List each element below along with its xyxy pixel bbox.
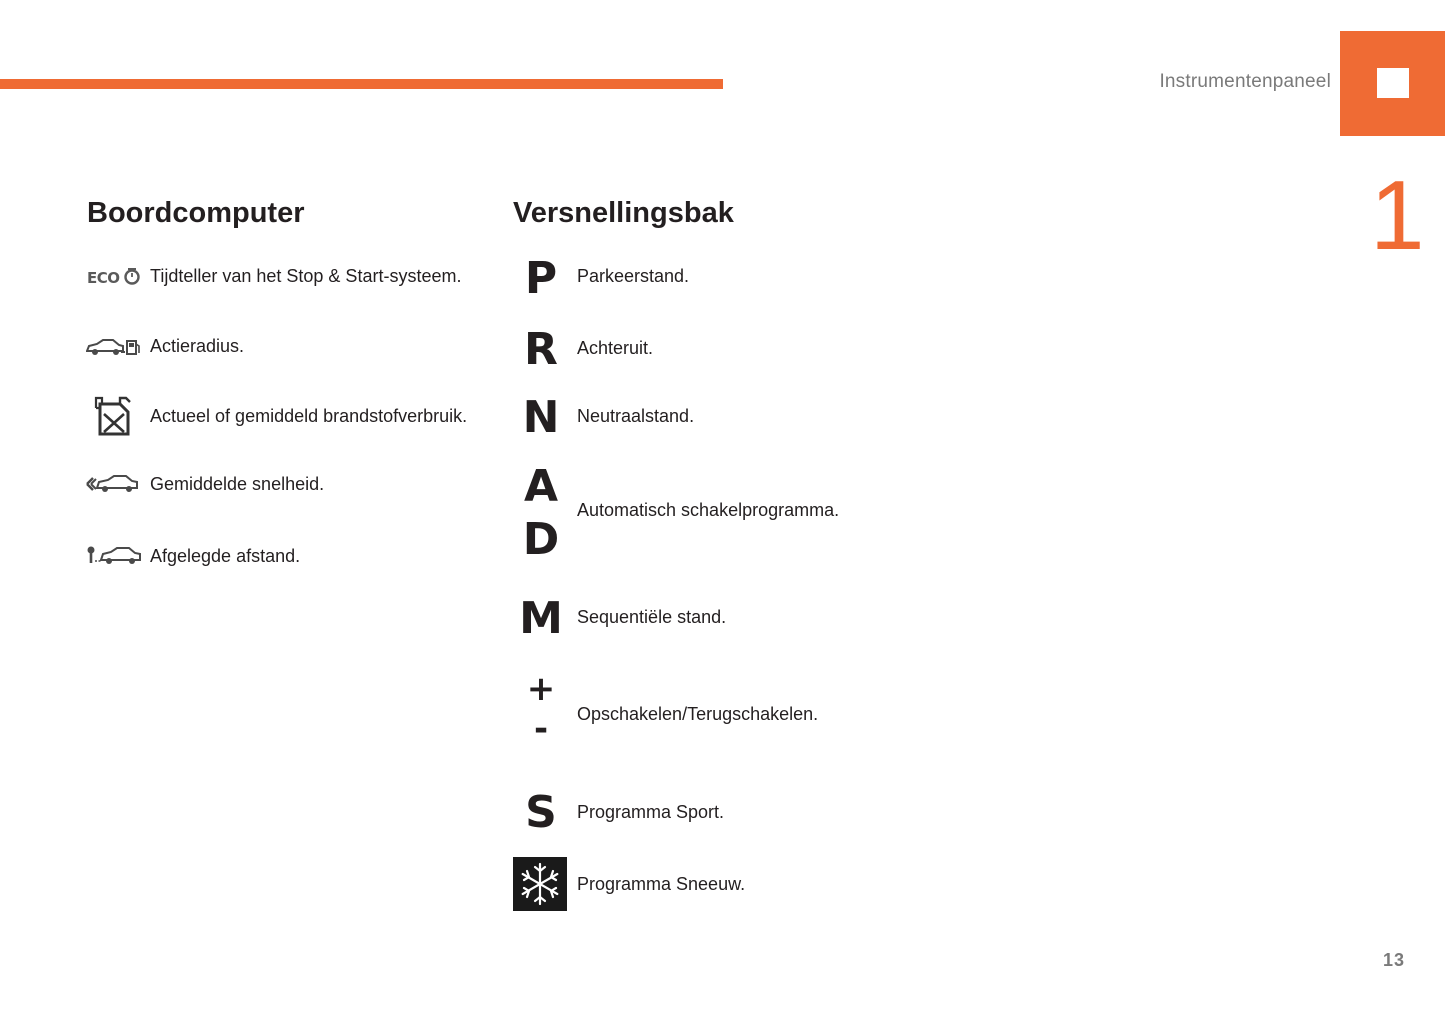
boordcomputer-heading: Boordcomputer [87, 197, 305, 229]
chapter-tab-square-icon [1377, 68, 1409, 98]
chapter-title: Instrumentenpaneel [1159, 71, 1331, 92]
gear-symbol-s: S [525, 787, 557, 838]
page-number: 13 [1382, 950, 1406, 970]
list-item-text: Actueel of gemiddeld brandstofverbruik. [150, 406, 468, 426]
average-speed-car-icon [86, 473, 142, 495]
list-item-text: Gemiddelde snelheid. [150, 474, 325, 494]
svg-text:ECO: ECO [87, 269, 120, 287]
list-item-text: Opschakelen/Terugschakelen. [577, 704, 819, 724]
versnellingsbak-heading: Versnellingsbak [513, 197, 734, 229]
gear-symbol-m: M [519, 593, 563, 644]
snowflake-icon [513, 857, 567, 911]
gear-symbol-a: A [523, 461, 559, 512]
list-item-text: Tijdteller van het Stop & Start-systeem. [150, 266, 462, 286]
list-item-text: Achteruit. [577, 338, 654, 358]
list-item-text: Neutraalstand. [577, 406, 695, 426]
chapter-tab [1340, 31, 1445, 136]
eco-stop-start-icon [87, 266, 143, 288]
gear-symbol-p: P [524, 253, 558, 304]
list-item-text: Sequentiële stand. [577, 607, 727, 627]
gear-symbol-d: D [522, 514, 560, 565]
header-accent-bar [0, 79, 723, 89]
list-item-text: Automatisch schakelprogramma. [577, 500, 840, 520]
range-car-fuel-icon [86, 336, 142, 358]
list-item-text: Programma Sport. [577, 802, 725, 822]
fuel-can-icon [94, 394, 134, 438]
list-item-text: Actieradius. [150, 336, 245, 356]
gear-symbol-plus: + [526, 669, 556, 709]
list-item-text: Parkeerstand. [577, 266, 690, 286]
chapter-number: 1 [1370, 160, 1425, 270]
list-item-text: Programma Sneeuw. [577, 874, 746, 894]
distance-car-icon [86, 545, 142, 567]
gear-symbol-n: N [522, 392, 560, 443]
gear-symbol-minus: - [533, 709, 549, 749]
list-item-text: Afgelegde afstand. [150, 546, 301, 566]
gear-symbol-r: R [524, 324, 558, 375]
